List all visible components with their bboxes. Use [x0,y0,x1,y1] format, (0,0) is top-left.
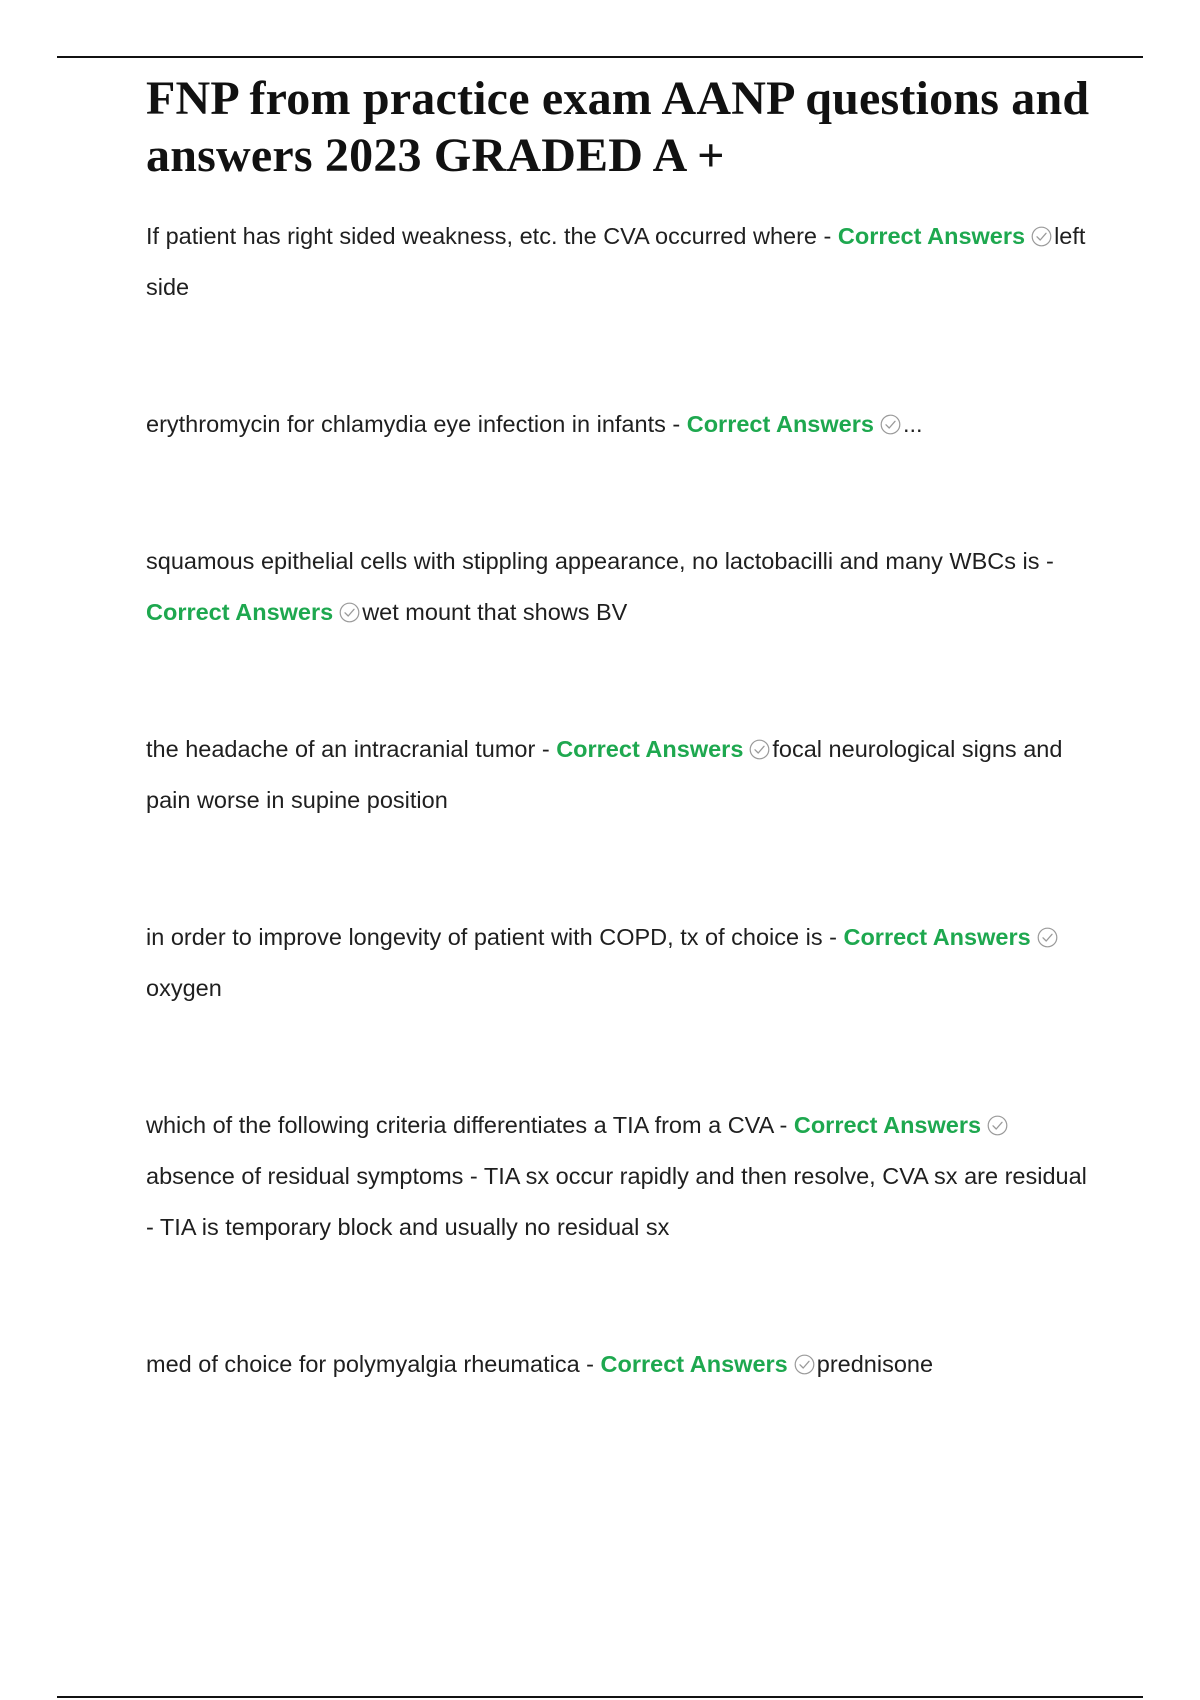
correct-answers-label: Correct Answers [556,736,744,762]
question-text: which of the following criteria differentiates a TIA from a CVA - [146,1112,794,1138]
answer-text: absence of residual symptoms - TIA sx occur rapidly and then resolve, CVA sx are residual - TIA is temporary block and usually no residual sx [146,1163,1087,1240]
qa-item [146,399,1096,450]
question-text: in order to improve longevity of patient with COPD, tx of choice is - [146,924,844,950]
top-rule [57,56,1143,58]
qa-item [146,536,1096,638]
bottom-rule [57,1696,1143,1698]
qa-item [146,912,1096,1014]
correct-answers-label: Correct Answers [146,599,334,625]
answer-text: prednisone [816,1351,934,1377]
check-circle-icon [1031,226,1052,247]
document-title: FNP from practice exam AANP questions and answers 2023 GRADED A + [146,72,1090,182]
qa-item [146,211,1096,313]
correct-answers-label: Correct Answers [686,411,874,437]
check-circle-icon [1037,927,1058,948]
correct-answers-label: Correct Answers [600,1351,788,1377]
question-text: If patient has right sided weakness, etc. the CVA occurred where - [146,223,838,249]
qa-list [146,211,1096,1390]
check-circle-icon [339,602,360,623]
qa-item [146,1339,1096,1390]
answer-text: oxygen [146,975,222,1001]
question-text: squamous epithelial cells with stippling appearance, no lactobacilli and many WBCs is - [146,548,1054,574]
correct-answers-label: Correct Answers [837,223,1026,249]
check-circle-icon [794,1354,815,1375]
answer-text: focal neurological signs and pain worse in supine position [146,736,1063,813]
question-text: med of choice for polymyalgia rheumatica - [146,1351,601,1377]
qa-item [146,724,1096,826]
answer-text: ... [902,411,923,437]
question-text: erythromycin for chlamydia eye infection in infants - [146,411,687,437]
answer-text: left side [146,223,1086,300]
question-text: the headache of an intracranial tumor - [146,736,557,762]
check-circle-icon [987,1115,1008,1136]
document-page [146,70,1096,1476]
check-circle-icon [880,414,901,435]
check-circle-icon [749,739,770,760]
correct-answers-label: Correct Answers [843,924,1031,950]
correct-answers-label: Correct Answers [793,1112,982,1138]
answer-text: wet mount that shows BV [362,599,628,625]
qa-item [146,1100,1096,1253]
